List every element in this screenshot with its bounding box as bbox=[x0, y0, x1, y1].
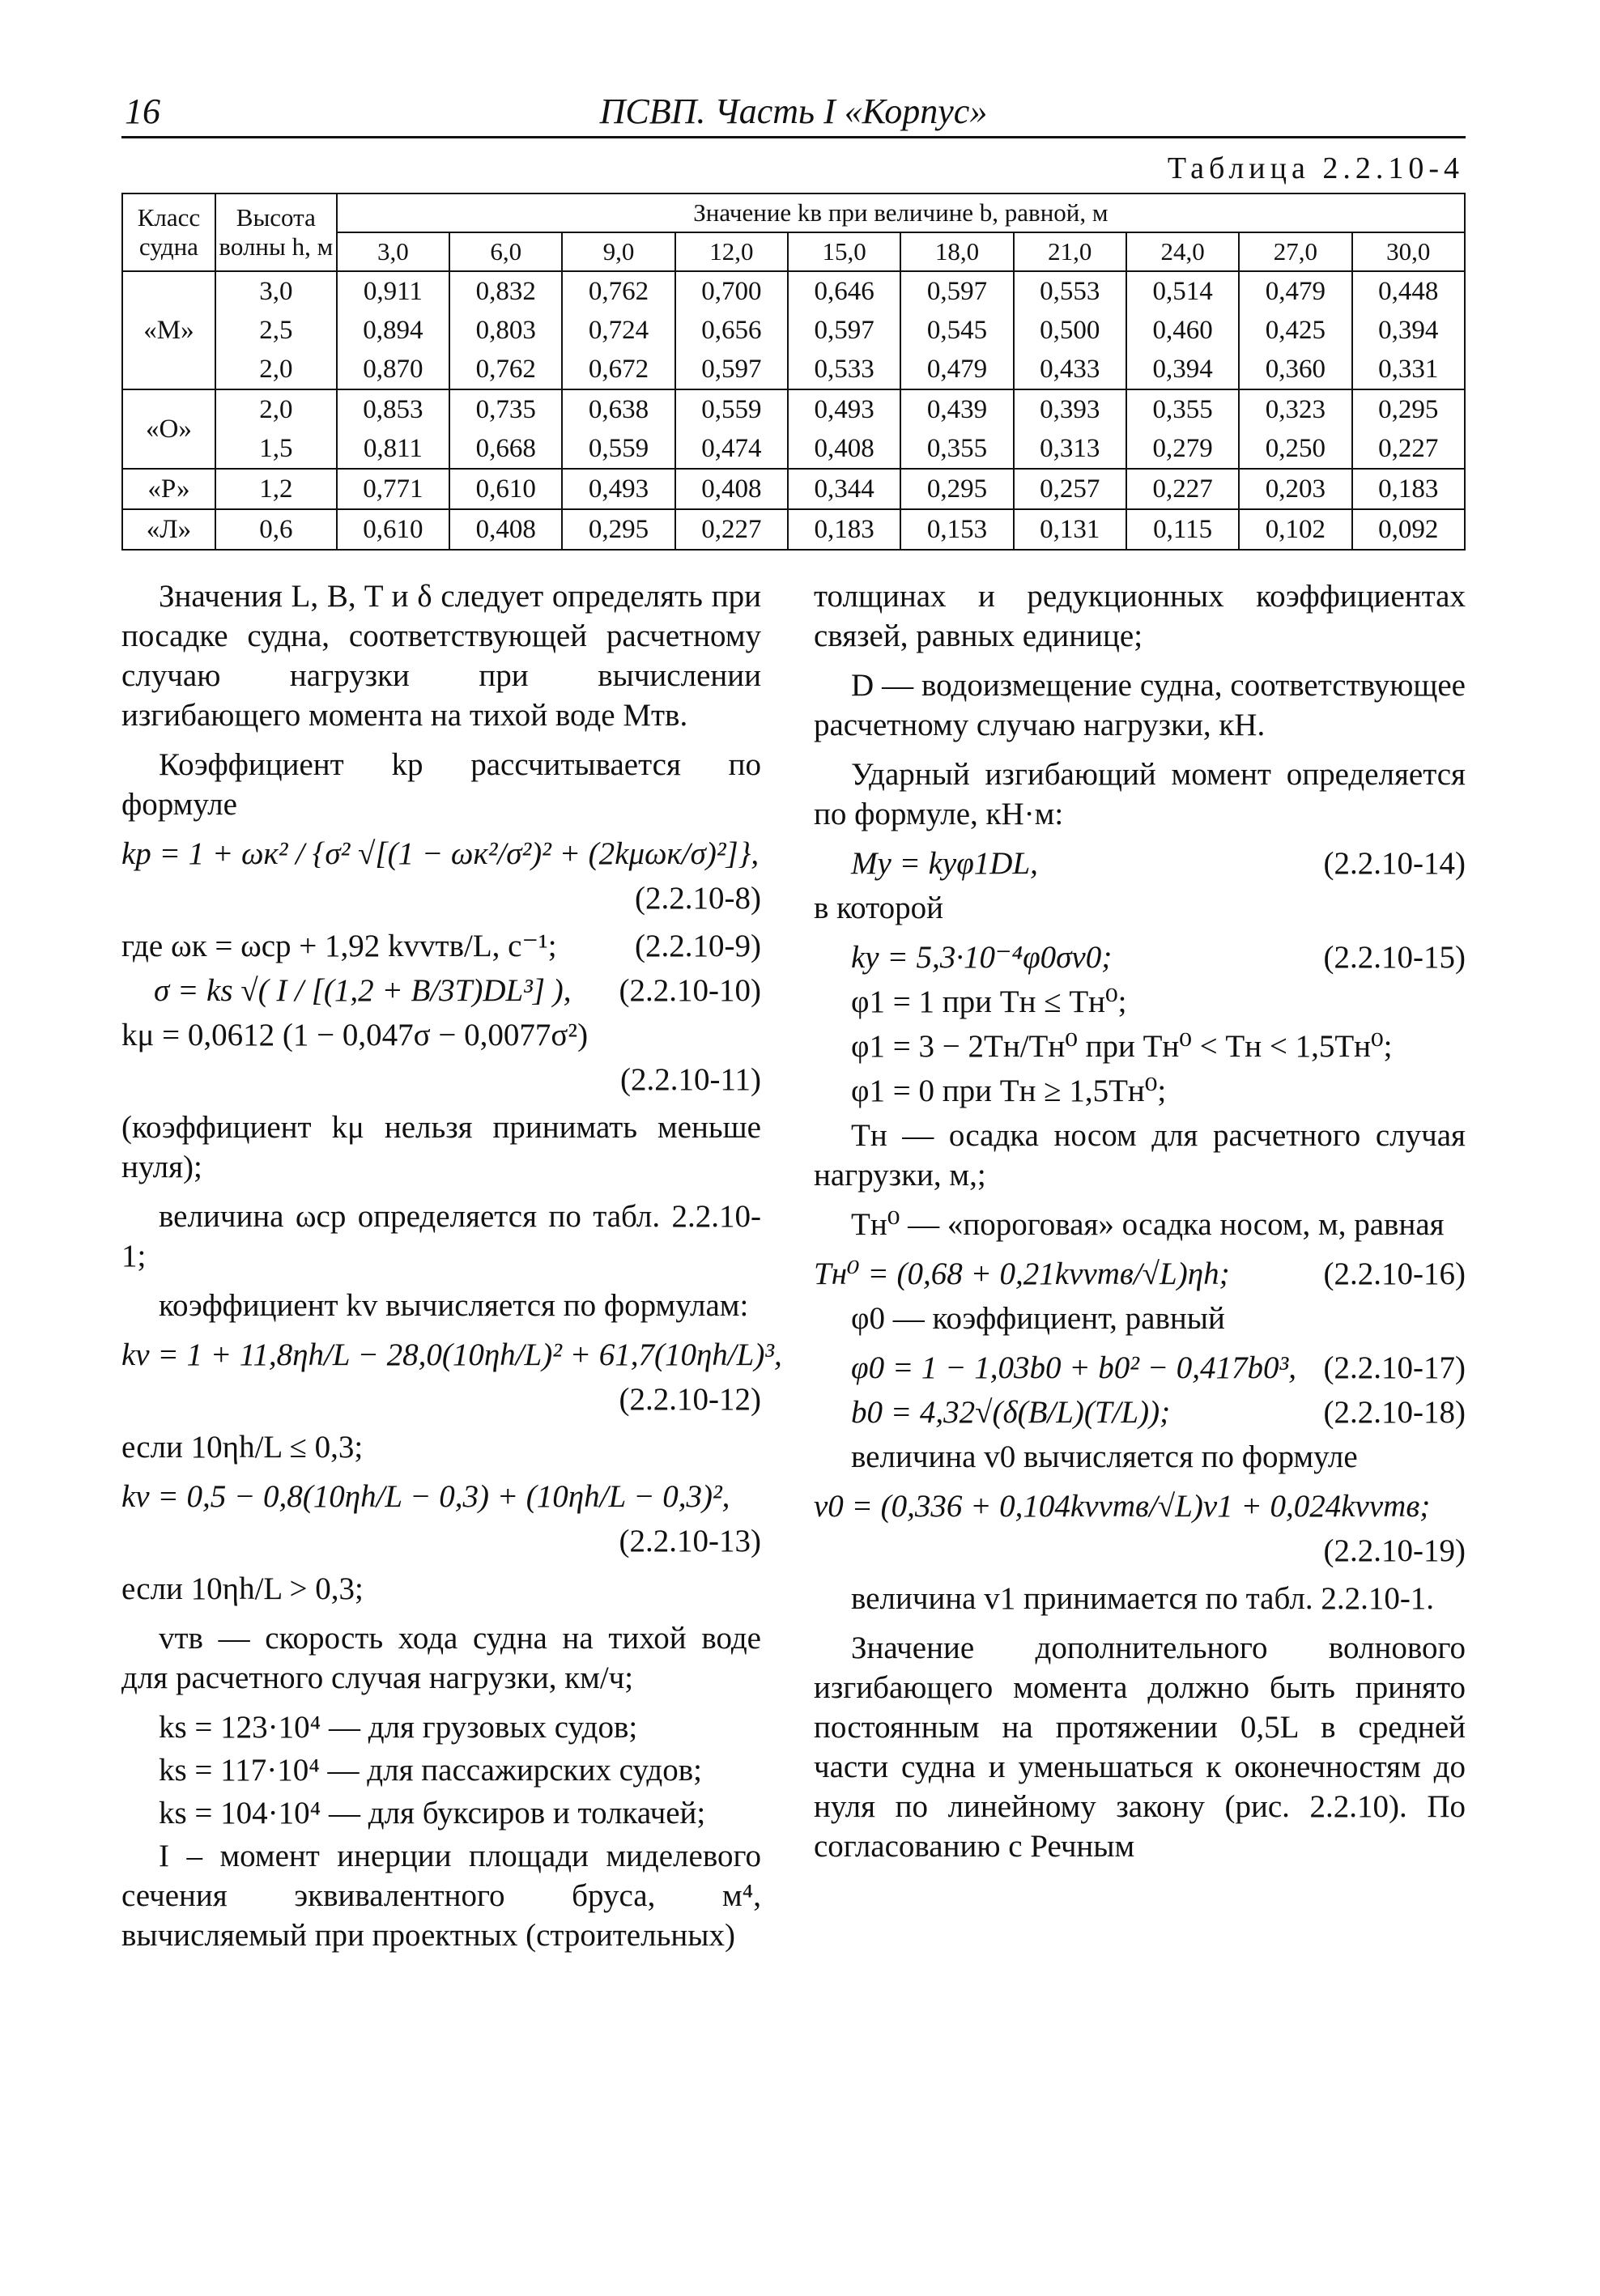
table-cell: 0,610 bbox=[449, 469, 562, 509]
table-row bbox=[122, 350, 1465, 389]
table-cell: 0,250 bbox=[1239, 429, 1351, 469]
table-cell: 0,279 bbox=[1126, 429, 1239, 469]
header-b-value: 30,0 bbox=[1352, 232, 1465, 271]
table-cell: 0,668 bbox=[449, 429, 562, 469]
right-column bbox=[814, 576, 1466, 1876]
paragraph: величина ωср определяется по табл. 2.2.10-1; bbox=[121, 1199, 761, 1273]
table-row bbox=[122, 389, 1465, 429]
table-cell: 0,257 bbox=[1014, 469, 1126, 509]
header-values: Значение kв при величине b, равной, м bbox=[337, 193, 1465, 232]
table-cell: 0,408 bbox=[788, 429, 900, 469]
paragraph: Tн — осадка носом для расчетного случая нагрузки, м,; bbox=[814, 1118, 1466, 1193]
table-cell: 0,646 bbox=[788, 271, 900, 311]
table-cell: 0,408 bbox=[449, 509, 562, 550]
table-cell: 0,227 bbox=[1126, 469, 1239, 509]
table-cell: 0,115 bbox=[1126, 509, 1239, 550]
table-cell: 0,700 bbox=[675, 271, 788, 311]
table-cell: 0,735 bbox=[449, 389, 562, 429]
running-title: ПСВП. Часть I «Корпус» bbox=[599, 91, 988, 131]
table-cell: 0,597 bbox=[675, 350, 788, 389]
paragraph: (коэффициент kμ нельзя принимать меньше нуля); bbox=[121, 1110, 761, 1184]
paragraph: φ0 — коэффициент, равный bbox=[851, 1301, 1225, 1336]
formula: kр = 1 + ωк² / {σ² √[(1 − ωк²/σ²)² + (2kμωк/σ)²]}, bbox=[121, 836, 760, 871]
paragraph: ks = 104·10⁴ — для буксиров и толкачей; bbox=[159, 1796, 706, 1830]
table-cell: 0,894 bbox=[337, 311, 449, 350]
table-cell: 0,439 bbox=[900, 389, 1013, 429]
table-cell: 0,762 bbox=[449, 350, 562, 389]
paragraph: D — водоизмещение судна, соответствующее расчетному случаю нагрузки, кН. bbox=[814, 668, 1466, 742]
formula: где ωк = ωср + 1,92 kvvтв/L, с⁻¹; (2.2.10-9) bbox=[121, 929, 761, 963]
table-cell: 0,474 bbox=[675, 429, 788, 469]
formula-number: (2.2.10-13) bbox=[619, 1524, 761, 1558]
page-number: 16 bbox=[125, 91, 160, 131]
header-b-value: 21,0 bbox=[1014, 232, 1126, 271]
table-cell: 0,344 bbox=[788, 469, 900, 509]
table-cell: 0,853 bbox=[337, 389, 449, 429]
table-cell: 0,762 bbox=[562, 271, 674, 311]
table-cell: 0,832 bbox=[449, 271, 562, 311]
table-cell: 0,227 bbox=[675, 509, 788, 550]
formula-number: (2.2.10-11) bbox=[619, 1062, 761, 1097]
table-cell: 0,656 bbox=[675, 311, 788, 350]
paragraph: Коэффициент kр рассчитывается по формуле bbox=[121, 747, 761, 822]
paragraph: ks = 123·10⁴ — для грузовых судов; bbox=[159, 1710, 638, 1745]
wave-height: 2,0 bbox=[215, 350, 337, 389]
formula: Mу = kуφ1DL, (2.2.10-14) bbox=[851, 846, 1466, 881]
table-cell: 0,425 bbox=[1239, 311, 1351, 350]
table-cell: 0,393 bbox=[1014, 389, 1126, 429]
table-cell: 0,355 bbox=[900, 429, 1013, 469]
header-b-value: 6,0 bbox=[449, 232, 562, 271]
table-cell: 0,394 bbox=[1126, 350, 1239, 389]
formula: φ0 = 1 − 1,03b0 + b0² − 0,417b0³, (2.2.10-17) bbox=[851, 1350, 1466, 1385]
header-b-value: 18,0 bbox=[900, 232, 1013, 271]
table-row bbox=[122, 509, 1465, 550]
paragraph: Значения L, B, T и δ следует определять при посадке судна, соответствующей расчетному случаю нагрузки при вычислении изгибающего момента на тихой воде Mтв. bbox=[121, 579, 761, 733]
table-row bbox=[122, 271, 1465, 311]
table-cell: 0,771 bbox=[337, 469, 449, 509]
table-cell: 0,493 bbox=[788, 389, 900, 429]
paragraph: Ударный изгибающий момент определяется по формуле, кН·м: bbox=[814, 757, 1466, 831]
paragraph: I – момент инерции площади миделевого сечения эквивалентного бруса, м⁴, вычисляемый при проектных (строительных) bbox=[121, 1839, 761, 1953]
table-row bbox=[122, 469, 1465, 509]
table-cell: 0,355 bbox=[1126, 389, 1239, 429]
table-cell: 0,203 bbox=[1239, 469, 1351, 509]
table-cell: 0,295 bbox=[900, 469, 1013, 509]
paragraph: ks = 117·10⁴ — для пассажирских судов; bbox=[159, 1753, 703, 1788]
table-caption: Таблица 2.2.10-4 bbox=[1167, 151, 1464, 185]
table-cell: 0,597 bbox=[788, 311, 900, 350]
left-column bbox=[121, 576, 782, 1965]
header-class: Класс судна bbox=[122, 193, 215, 271]
table-cell: 0,638 bbox=[562, 389, 674, 429]
formula: kу = 5,3·10⁻⁴φ0σv0; (2.2.10-15) bbox=[851, 940, 1466, 975]
wave-height: 1,2 bbox=[215, 469, 337, 509]
table-cell: 0,533 bbox=[788, 350, 900, 389]
header-wave-height: Высота волны h, м bbox=[215, 193, 337, 271]
vessel-class: «М» bbox=[122, 271, 215, 389]
table-cell: 0,811 bbox=[337, 429, 449, 469]
vessel-class: «Р» bbox=[122, 469, 215, 509]
formula: φ1 = 1 при Tн ≤ Tн⁰; bbox=[851, 984, 1127, 1019]
table-cell: 0,183 bbox=[788, 509, 900, 550]
table-cell: 0,610 bbox=[337, 509, 449, 550]
table-cell: 0,331 bbox=[1352, 350, 1465, 389]
table-cell: 0,131 bbox=[1014, 509, 1126, 550]
table-cell: 0,227 bbox=[1352, 429, 1465, 469]
wave-height: 2,0 bbox=[215, 389, 337, 429]
wave-height: 0,6 bbox=[215, 509, 337, 550]
paragraph: Значение дополнительного волнового изгибающего момента должно быть принято постоянным на протяжении 0,5L в средней части судна и уменьшаться к оконечностям до нуля по линейному закону (рис. 2.2.10). По согласованию с Речным bbox=[814, 1631, 1466, 1864]
table-cell: 0,183 bbox=[1352, 469, 1465, 509]
table-cell: 0,433 bbox=[1014, 350, 1126, 389]
table-cell: 0,911 bbox=[337, 271, 449, 311]
table-cell: 0,360 bbox=[1239, 350, 1351, 389]
wave-height: 2,5 bbox=[215, 311, 337, 350]
formula: v0 = (0,336 + 0,104kvvтв/√L)v1 + 0,024kvvтв; bbox=[814, 1489, 1431, 1524]
formula-number: (2.2.10-12) bbox=[619, 1382, 761, 1417]
table-row bbox=[122, 311, 1465, 350]
paragraph: Tн⁰ — «пороговая» осадка носом, м, равная bbox=[851, 1207, 1445, 1242]
paragraph: если 10ηh/L > 0,3; bbox=[121, 1571, 364, 1606]
table-cell: 0,870 bbox=[337, 350, 449, 389]
header-b-value: 24,0 bbox=[1126, 232, 1239, 271]
paragraph: коэффициент kv вычисляется по формулам: bbox=[159, 1288, 749, 1323]
table-cell: 0,493 bbox=[562, 469, 674, 509]
table-cell: 0,514 bbox=[1126, 271, 1239, 311]
table-cell: 0,553 bbox=[1014, 271, 1126, 311]
formula: kμ = 0,0612 (1 − 0,047σ − 0,0077σ²) bbox=[121, 1018, 589, 1052]
header-b-value: 27,0 bbox=[1239, 232, 1351, 271]
table-cell: 0,295 bbox=[562, 509, 674, 550]
table-cell: 0,479 bbox=[1239, 271, 1351, 311]
formula-number: (2.2.10-19) bbox=[1323, 1533, 1466, 1568]
page-header bbox=[121, 87, 1466, 138]
vessel-class: «О» bbox=[122, 389, 215, 469]
paragraph: vтв — скорость хода судна на тихой воде для расчетного случая нагрузки, км/ч; bbox=[121, 1621, 761, 1695]
coefficient-table bbox=[121, 193, 1466, 551]
wave-height: 1,5 bbox=[215, 429, 337, 469]
header-b-value: 15,0 bbox=[788, 232, 900, 271]
header-b-value: 12,0 bbox=[675, 232, 788, 271]
table-cell: 0,559 bbox=[675, 389, 788, 429]
table-cell: 0,597 bbox=[900, 271, 1013, 311]
table-cell: 0,672 bbox=[562, 350, 674, 389]
formula: kv = 0,5 − 0,8(10ηh/L − 0,3) + (10ηh/L − 0,3)², bbox=[121, 1479, 730, 1514]
paragraph: в которой bbox=[814, 891, 944, 925]
table-row bbox=[122, 429, 1465, 469]
table-cell: 0,295 bbox=[1352, 389, 1465, 429]
table-cell: 0,313 bbox=[1014, 429, 1126, 469]
formula: φ1 = 3 − 2Tн/Tн⁰ при Tн⁰ < Tн < 1,5Tн⁰; bbox=[851, 1029, 1393, 1064]
wave-height: 3,0 bbox=[215, 271, 337, 311]
paragraph: величина v1 принимается по табл. 2.2.10-1. bbox=[851, 1581, 1435, 1616]
paragraph: если 10ηh/L ≤ 0,3; bbox=[121, 1430, 364, 1465]
formula: b0 = 4,32√(δ(B/L)(T/L)); (2.2.10-18) bbox=[851, 1395, 1466, 1430]
table-cell: 0,102 bbox=[1239, 509, 1351, 550]
formula: φ1 = 0 при Tн ≥ 1,5Tн⁰; bbox=[851, 1074, 1167, 1108]
table-cell: 0,153 bbox=[900, 509, 1013, 550]
paragraph: величина v0 вычисляется по формуле bbox=[851, 1439, 1358, 1474]
header-b-value: 3,0 bbox=[337, 232, 449, 271]
table-cell: 0,500 bbox=[1014, 311, 1126, 350]
formula-number: (2.2.10-8) bbox=[635, 881, 761, 916]
table-cell: 0,803 bbox=[449, 311, 562, 350]
table-cell: 0,460 bbox=[1126, 311, 1239, 350]
vessel-class: «Л» bbox=[122, 509, 215, 550]
table-cell: 0,479 bbox=[900, 350, 1013, 389]
paragraph: толщинах и редукционных коэффициентах связей, равных единице; bbox=[814, 579, 1466, 653]
header-b-value: 9,0 bbox=[562, 232, 674, 271]
table-cell: 0,448 bbox=[1352, 271, 1465, 311]
table-cell: 0,092 bbox=[1352, 509, 1465, 550]
table-cell: 0,408 bbox=[675, 469, 788, 509]
table-cell: 0,724 bbox=[562, 311, 674, 350]
formula: kv = 1 + 11,8ηh/L − 28,0(10ηh/L)² + 61,7(10ηh/L)³, bbox=[121, 1337, 782, 1372]
table-cell: 0,394 bbox=[1352, 311, 1465, 350]
table-cell: 0,559 bbox=[562, 429, 674, 469]
formula: Tн⁰ = (0,68 + 0,21kvvтв/√L)ηh; (2.2.10-16) bbox=[814, 1256, 1466, 1291]
table-cell: 0,545 bbox=[900, 311, 1013, 350]
table-cell: 0,323 bbox=[1239, 389, 1351, 429]
formula: σ = ks √( I / [(1,2 + B/3T)DL³] ), (2.2.10-10) bbox=[154, 973, 761, 1008]
